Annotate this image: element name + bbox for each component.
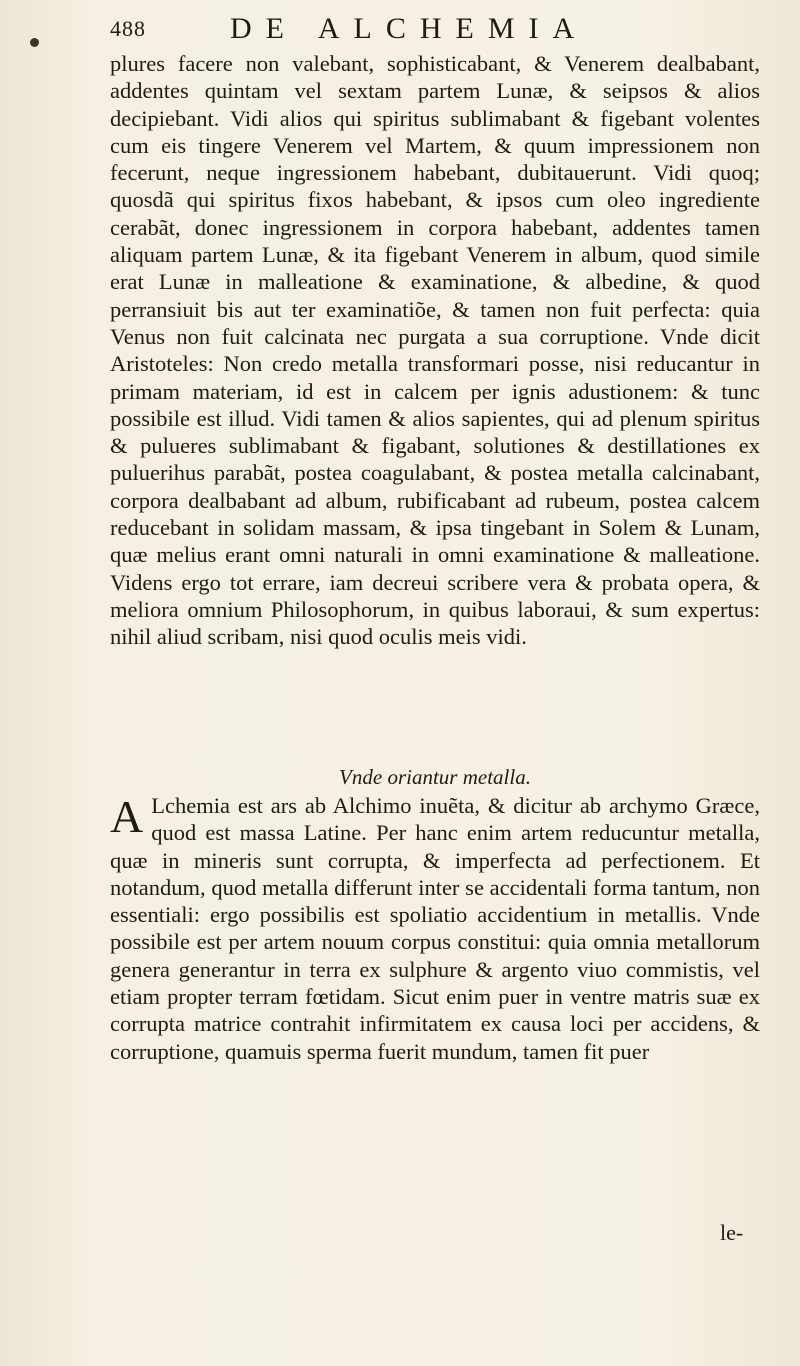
paragraph-two: Lchemia est ars ab Alchimo inuẽta, & dicitur ab archymo Græce, quod est massa Latine. Per hanc enim artem reducuntur metalla, quæ in mineris sunt corrupta, & imperfecta ad perfectionem. Et notandum, quod metalla differunt inter se accidentali forma tantum, non essentiali: ergo possibilis est spoliatio accidentium in metallis. Vnde possibile est per artem nouum corpus constitui: quia omnia metallorum genera generantur in terra ex sulphure & argento viuo commistis, vel etiam propter terram fœtidam. Sicut enim puer in ventre matris suæ ex corrupta matrice contrahit infirmitatem ex causa loci per accidens, & corruptione, quamuis sperma fuerit mundum, tamen fit puer (110, 793, 760, 1064)
margin-mark (30, 38, 39, 47)
running-title: DE ALCHEMIA (230, 12, 589, 45)
drop-cap: A (110, 791, 144, 842)
running-head (110, 12, 770, 48)
paragraph-one: plures facere non valebant, sophisticabant, & Venerem dealbabant, addentes quintam vel sextam partem Lunæ, & seipsos & alios decipiebant. Vidi alios qui spiritus sublimabant & figebant volentes cum eis tingere Venerem vel Martem, & quum impressionem non fecerunt, neque ingressionem habebant, dubitauerunt. Vidi quoq; quosdã qui spiritus fixos habebant, & ipsos cum oleo ingrediente cerabãt, donec ingressionem in corpora habebant, addentes tamen aliquam partem Lunæ, & ita figebant Venerem in album, quod simile erat Lunæ in malleatione & examinatione, & albedine, & quod perransiuit bis aut ter examinatiõe, & tamen non fuit perfecta: quia Venus non fuit calcinata nec purgata a sua corruptione. Vnde dicit Aristoteles: Non credo metalla transformari posse, nisi reducantur in primam materiam, id est in calcem per ignis adustionem: & tunc possibile est illud. Vidi tamen & alios sapientes, qui ad plenum spiritus & pulueres sublimabant & figabant, solutiones & destillationes ex puluerihus parabãt, postea coagulabant, & postea metalla calcinabant, corpora dealbabant ad album, rubificabant ad rubeum, postea calcem reducebant in solidam massam, & ipsa tingebant in Solem & Lunam, quæ melius erant omni naturali in omni examinatione & malleatione. Videns ergo tot errare, iam decreui scribere vera & probata opera, & meliora omnium Philosophorum, in quibus laboraui, & sum expertus: nihil aliud scribam, nisi quod oculis meis vidi. (110, 51, 760, 650)
page-number: 488 (110, 16, 146, 41)
paragraph-two-container (110, 792, 760, 1065)
section-heading: Vnde oriantur metalla. (339, 765, 531, 789)
catchword: le- (720, 1220, 744, 1245)
